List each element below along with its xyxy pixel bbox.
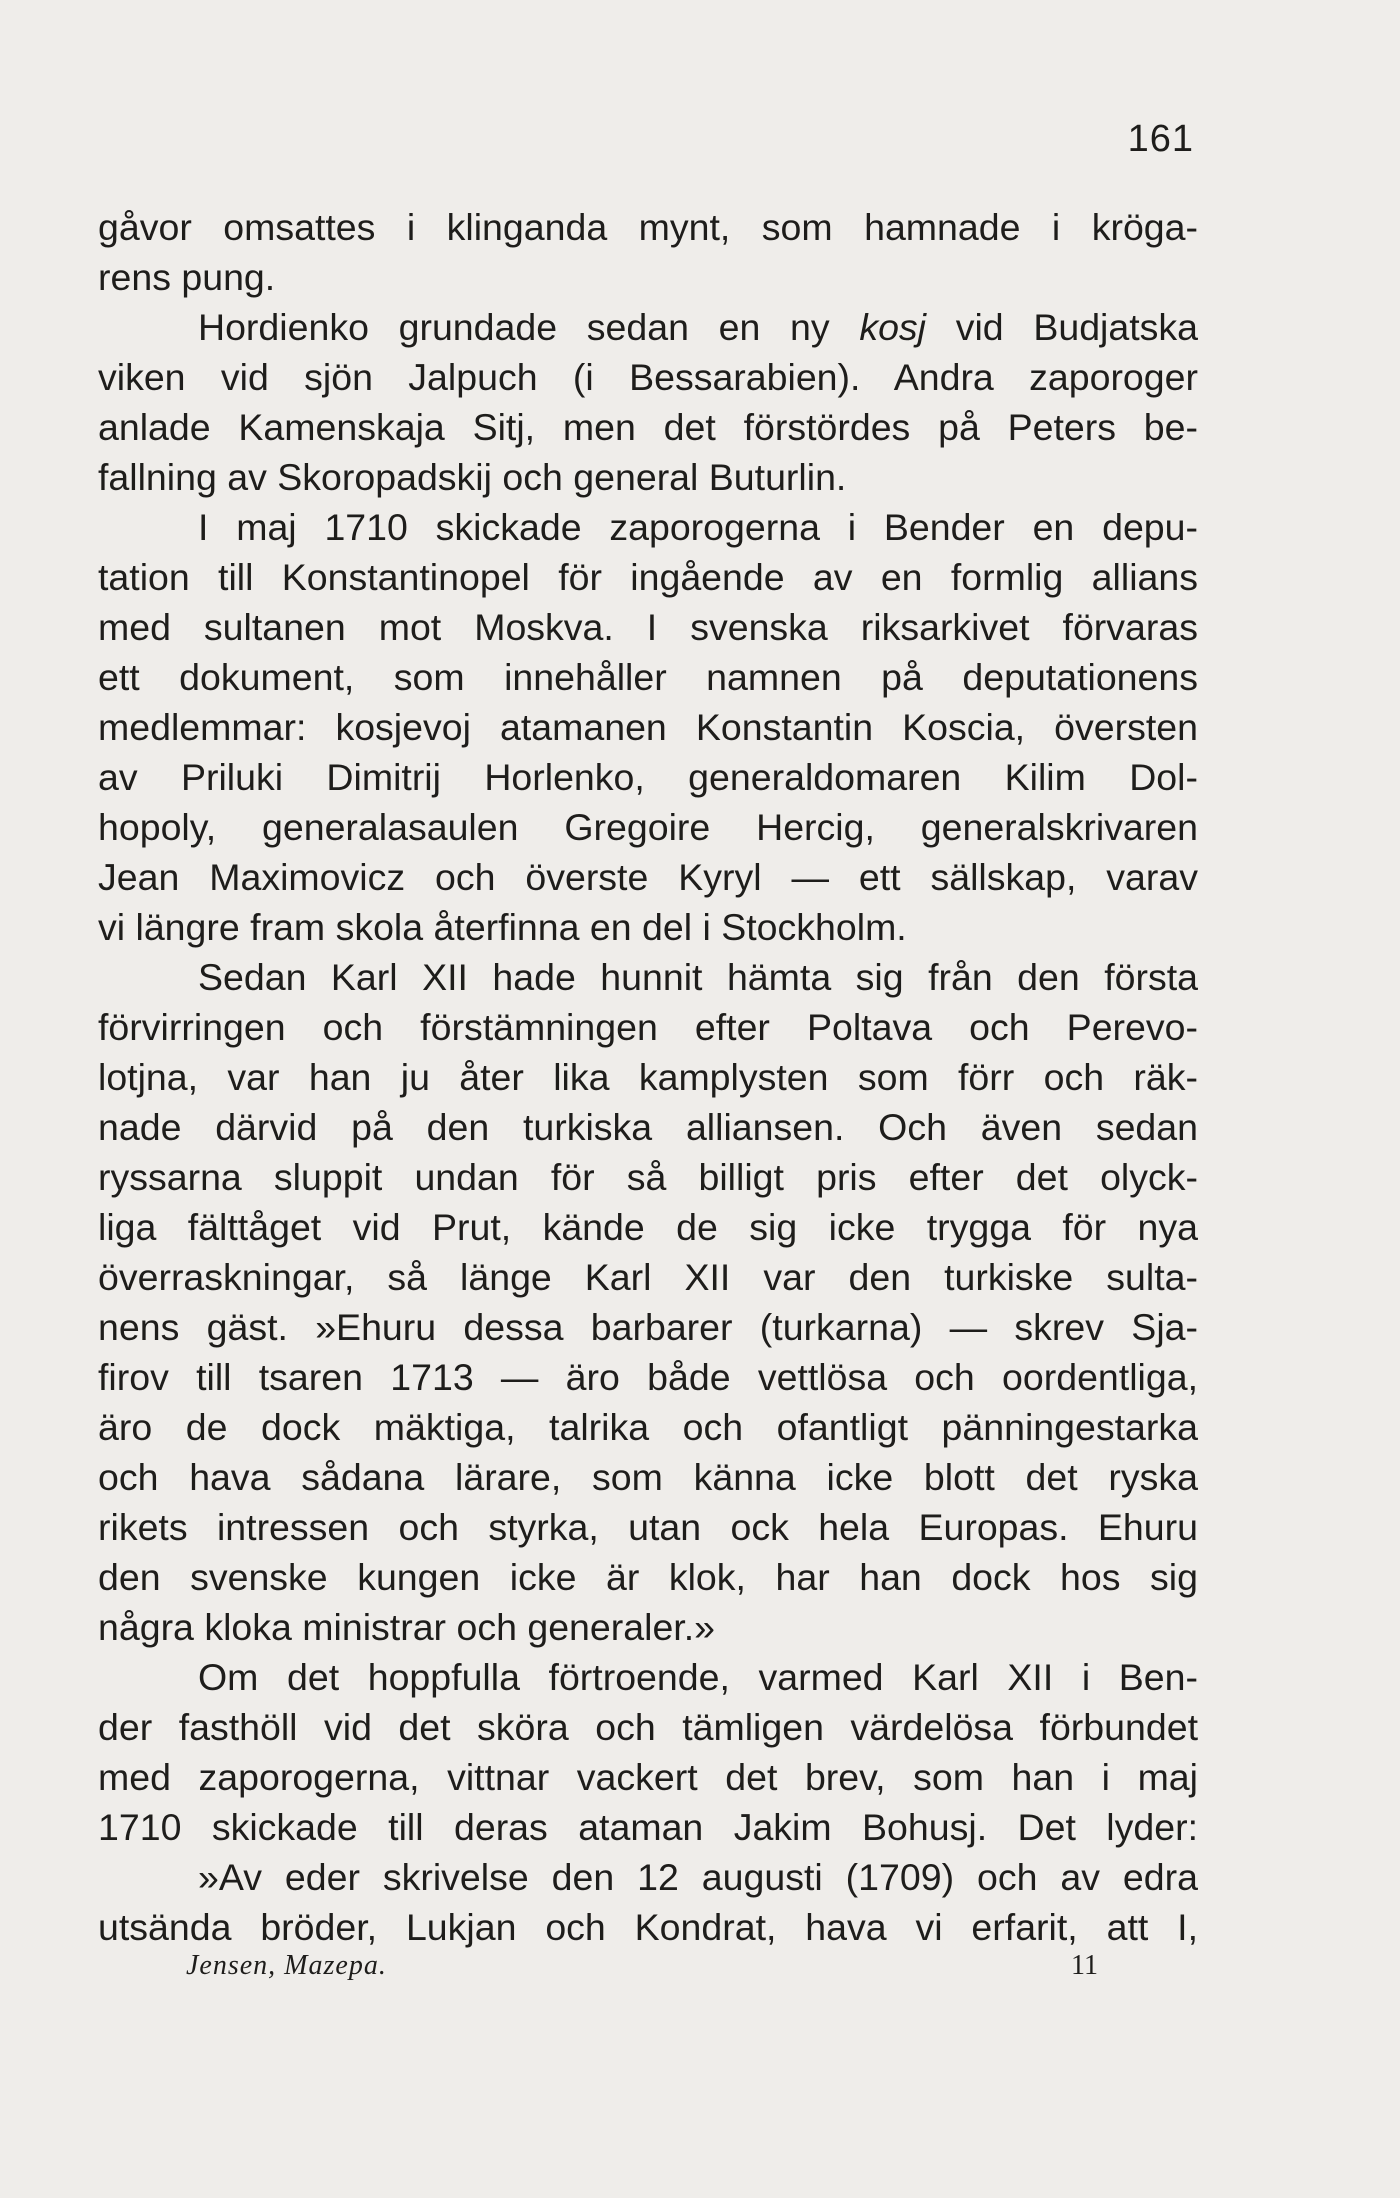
text-line [98, 302, 1198, 352]
text-line: anlade Kamenskaja Sitj, men det förstördes på Peters be- [98, 406, 1198, 448]
signature-mark: 11 [1071, 1950, 1098, 1981]
text-line: firov till tsaren 1713 — äro både vettlösa och oordentliga, [98, 1356, 1198, 1398]
text-line: nade därvid på den turkiska alliansen. Och även sedan [98, 1106, 1198, 1148]
text-line: liga fälttåget vid Prut, kände de sig icke trygga för nya [98, 1206, 1198, 1248]
body-text [98, 202, 1198, 1952]
text-line: med zaporogerna, vittnar vackert det brev, som han i maj [98, 1756, 1198, 1798]
text-line: den svenske kungen icke är klok, har han dock hos sig [98, 1556, 1198, 1598]
text-line: lotjna, var han ju åter lika kamplysten som förr och räk- [98, 1056, 1198, 1098]
text-line: vi längre fram skola återfinna en del i Stockholm. [98, 906, 907, 948]
text-line: fallning av Skoropadskij och general Buturlin. [98, 456, 847, 498]
text-line: rens pung. [98, 256, 276, 298]
text-line: 1710 skickade till deras ataman Jakim Bohusj. Det lyder: [98, 1806, 1198, 1848]
text-line: och hava sådana lärare, som känna icke blott det ryska [98, 1456, 1198, 1498]
text-line-start: Hordienko grundade sedan en ny [198, 306, 830, 348]
text-line: äro de dock mäktiga, talrika och ofantligt pänningestarka [98, 1406, 1198, 1448]
text-line: ett dokument, som innehåller namnen på deputationens [98, 656, 1198, 698]
text-line: några kloka ministrar och generaler.» [98, 1606, 715, 1648]
text-line: Jean Maximovicz och överste Kyryl — ett sällskap, varav [98, 856, 1198, 898]
footer-author: Jensen, Mazepa. [186, 1950, 387, 1981]
text-line: viken vid sjön Jalpuch (i Bessarabien). Andra zaporoger [98, 356, 1198, 398]
text-line: tation till Konstantinopel för ingående av en formlig allians [98, 556, 1198, 598]
text-line: Om det hoppfulla förtroende, varmed Karl XII i Ben- [198, 1656, 1198, 1698]
text-line: utsända bröder, Lukjan och Kondrat, hava vi erfarit, att I, [98, 1906, 1198, 1948]
text-line: I maj 1710 skickade zaporogerna i Bender en depu- [198, 506, 1198, 548]
text-line: der fasthöll vid det sköra och tämligen värdelösa förbundet [98, 1706, 1198, 1748]
page-number: 161 [1127, 118, 1194, 160]
text-line: ryssarna sluppit undan för så billigt pris efter det olyck- [98, 1156, 1198, 1198]
text-line: med sultanen mot Moskva. I svenska riksarkivet förvaras [98, 606, 1198, 648]
text-line-end: vid Budjatska [955, 306, 1199, 348]
text-line: medlemmar: kosjevoj atamanen Konstantin Koscia, översten [98, 706, 1198, 748]
text-line: Sedan Karl XII hade hunnit hämta sig från den första [198, 956, 1198, 998]
page-footer [186, 1950, 1098, 1990]
text-line: av Priluki Dimitrij Horlenko, generaldomaren Kilim Dol- [98, 756, 1198, 798]
text-line: förvirringen och förstämningen efter Poltava och Perevo- [98, 1006, 1198, 1048]
text-line: hopoly, generalasaulen Gregoire Hercig, generalskrivaren [98, 806, 1198, 848]
text-line: överraskningar, så länge Karl XII var den turkiske sulta- [98, 1256, 1198, 1298]
text-line: nens gäst. »Ehuru dessa barbarer (turkarna) — skrev Sja- [98, 1306, 1198, 1348]
text-line: gåvor omsattes i klinganda mynt, som hamnade i kröga- [98, 206, 1198, 248]
text-line: rikets intressen och styrka, utan ock hela Europas. Ehuru [98, 1506, 1198, 1548]
italic-term: kosj [859, 306, 927, 348]
text-line: »Av eder skrivelse den 12 augusti (1709) och av edra [198, 1856, 1198, 1898]
